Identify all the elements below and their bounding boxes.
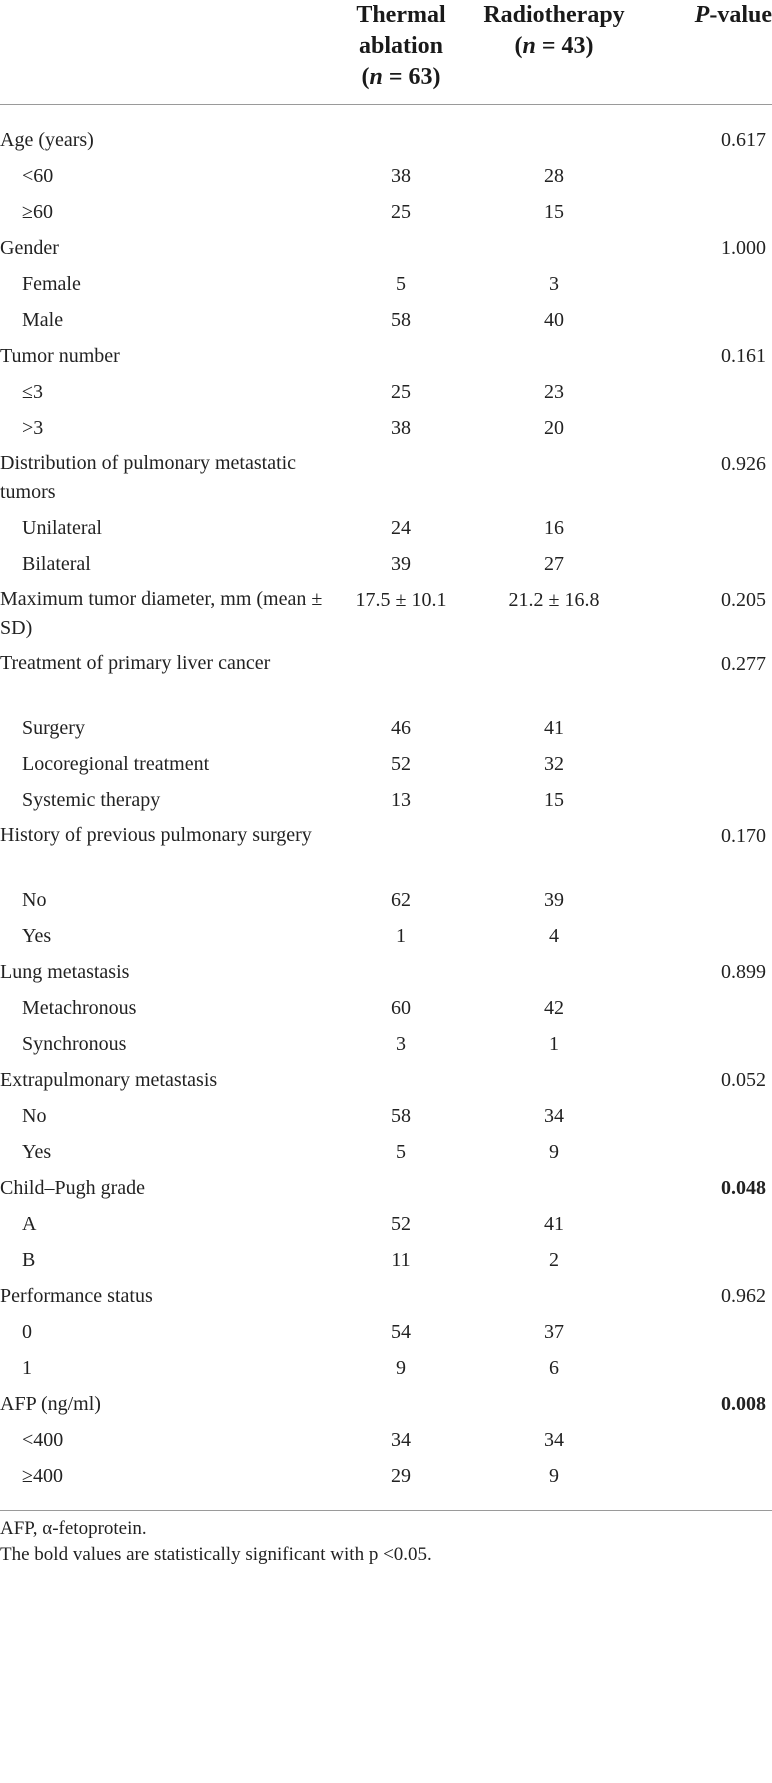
table-row <box>0 1062 772 1098</box>
thermal-ablation-cell: 39 <box>391 553 411 575</box>
row-label: Yes <box>22 1141 52 1163</box>
thermal-ablation-cell: 46 <box>391 717 411 739</box>
radiotherapy-cell <box>466 1278 642 1314</box>
thermal-ablation-cell <box>336 646 466 710</box>
thermal-ablation-cell <box>336 105 466 159</box>
thermal-ablation-cell: 9 <box>396 1357 406 1379</box>
table-row <box>0 646 772 710</box>
radiotherapy-cell: 21.2 ± 16.8 <box>508 589 600 611</box>
radiotherapy-cell <box>466 954 642 990</box>
thermal-ablation-cell <box>336 446 466 510</box>
row-label: ≥60 <box>22 201 53 223</box>
row-label: History of previous pulmonary surgery <box>0 824 312 846</box>
p-value-cell <box>642 990 772 1026</box>
thermal-ablation-cell <box>336 230 466 266</box>
radiotherapy-cell: 32 <box>544 753 564 775</box>
table-row <box>0 1458 772 1506</box>
p-value-cell <box>642 1350 772 1386</box>
p-value-cell: 0.277 <box>721 653 766 675</box>
header-p-italic: P <box>694 2 710 28</box>
radiotherapy-cell <box>466 338 642 374</box>
thermal-ablation-cell <box>336 338 466 374</box>
table-row <box>0 746 772 782</box>
header-thermal-line1: Thermal <box>356 2 446 28</box>
radiotherapy-cell: 9 <box>549 1465 559 1487</box>
row-label: Distribution of pulmonary metastatic tumors <box>0 452 297 503</box>
radiotherapy-cell: 3 <box>549 273 559 295</box>
row-label: ≥400 <box>22 1465 63 1487</box>
table-row <box>0 1206 772 1242</box>
thermal-ablation-cell: 25 <box>391 201 411 223</box>
p-value-cell <box>642 158 772 194</box>
p-value-cell: 1.000 <box>721 237 766 259</box>
p-value-cell <box>642 510 772 546</box>
header-thermal-line3: (n = 63) <box>361 64 441 90</box>
header-variable <box>0 0 336 105</box>
radiotherapy-cell: 34 <box>544 1429 564 1451</box>
thermal-ablation-cell: 11 <box>391 1249 411 1271</box>
p-value-cell <box>642 1134 772 1170</box>
table-row <box>0 1242 772 1278</box>
thermal-ablation-cell: 17.5 ± 10.1 <box>355 589 447 611</box>
thermal-ablation-cell: 24 <box>391 517 411 539</box>
p-value-cell <box>642 1206 772 1242</box>
p-value-cell <box>642 1098 772 1134</box>
table-row <box>0 302 772 338</box>
row-label: No <box>22 889 47 911</box>
p-value-cell: 0.008 <box>721 1393 766 1415</box>
header-row <box>0 0 772 105</box>
table-row <box>0 230 772 266</box>
row-label: Extrapulmonary metastasis <box>0 1069 218 1091</box>
radiotherapy-cell: 6 <box>549 1357 559 1379</box>
row-label: Age (years) <box>0 129 94 151</box>
row-label: Female <box>22 273 81 295</box>
table-row <box>0 1170 772 1206</box>
table-row <box>0 1386 772 1422</box>
p-value-cell <box>642 546 772 582</box>
row-label: Male <box>22 309 64 331</box>
row-label: Unilateral <box>22 517 102 539</box>
table-row <box>0 782 772 818</box>
radiotherapy-cell: 34 <box>544 1105 564 1127</box>
p-value-cell <box>642 1242 772 1278</box>
row-label: Bilateral <box>22 553 91 575</box>
row-label: >3 <box>22 417 44 439</box>
p-value-cell <box>642 266 772 302</box>
radiotherapy-cell: 16 <box>544 517 564 539</box>
radiotherapy-cell: 9 <box>549 1141 559 1163</box>
table-row <box>0 546 772 582</box>
thermal-ablation-cell <box>336 1278 466 1314</box>
radiotherapy-cell <box>466 105 642 159</box>
p-value-cell: 0.962 <box>721 1285 766 1307</box>
header-radiotherapy <box>466 0 642 105</box>
row-label: Metachronous <box>22 997 137 1019</box>
thermal-ablation-cell: 38 <box>391 165 411 187</box>
radiotherapy-cell <box>466 646 642 710</box>
header-radio-line2: (n = 43) <box>514 33 594 59</box>
radiotherapy-cell <box>466 1170 642 1206</box>
radiotherapy-cell: 41 <box>544 717 564 739</box>
footer-divider <box>0 1510 772 1511</box>
table-row <box>0 374 772 410</box>
row-label: Gender <box>0 237 59 259</box>
header-p-value <box>642 0 772 105</box>
table-row <box>0 1278 772 1314</box>
table-row <box>0 1314 772 1350</box>
row-label: ≤3 <box>22 381 43 403</box>
p-value-cell: 0.617 <box>721 129 766 151</box>
row-label: Systemic therapy <box>22 789 161 811</box>
radiotherapy-cell <box>466 446 642 510</box>
p-value-cell <box>642 782 772 818</box>
thermal-ablation-cell: 52 <box>391 753 411 775</box>
p-value-cell <box>642 746 772 782</box>
table-row <box>0 1350 772 1386</box>
radiotherapy-cell: 42 <box>544 997 564 1019</box>
header-thermal-line2: ablation <box>358 33 444 59</box>
radiotherapy-cell: 1 <box>549 1033 559 1055</box>
p-value-cell: 0.926 <box>721 453 766 475</box>
row-label: 0 <box>22 1321 32 1343</box>
radiotherapy-cell <box>466 818 642 882</box>
p-value-cell <box>642 882 772 918</box>
row-label: Tumor number <box>0 345 120 367</box>
radiotherapy-cell: 41 <box>544 1213 564 1235</box>
row-label: Performance status <box>0 1285 153 1307</box>
table-row <box>0 1422 772 1458</box>
thermal-ablation-cell: 5 <box>396 273 406 295</box>
radiotherapy-cell: 20 <box>544 417 564 439</box>
row-label: Maximum tumor diameter, mm (mean ± SD) <box>0 588 323 639</box>
thermal-ablation-cell: 29 <box>391 1465 411 1487</box>
p-value-cell <box>642 1026 772 1062</box>
p-value-cell <box>642 710 772 746</box>
table-row <box>0 1098 772 1134</box>
row-label: Treatment of primary liver cancer <box>0 652 271 674</box>
thermal-ablation-cell: 34 <box>391 1429 411 1451</box>
p-value-cell <box>642 194 772 230</box>
p-value-cell: 0.205 <box>721 589 766 611</box>
thermal-ablation-cell: 60 <box>391 997 411 1019</box>
p-value-cell: 0.899 <box>721 961 766 983</box>
p-value-cell <box>642 1422 772 1458</box>
table-row <box>0 410 772 446</box>
thermal-ablation-cell <box>336 818 466 882</box>
row-label: <400 <box>22 1429 64 1451</box>
p-value-cell <box>642 918 772 954</box>
thermal-ablation-cell: 54 <box>391 1321 411 1343</box>
thermal-ablation-cell: 13 <box>391 789 411 811</box>
row-label: Yes <box>22 925 52 947</box>
table-row <box>0 710 772 746</box>
p-value-cell: 0.048 <box>721 1177 766 1199</box>
radiotherapy-cell: 2 <box>549 1249 559 1271</box>
thermal-ablation-cell: 52 <box>391 1213 411 1235</box>
row-label: Lung metastasis <box>0 961 130 983</box>
row-label: Synchronous <box>22 1033 127 1055</box>
thermal-ablation-cell: 25 <box>391 381 411 403</box>
row-label: AFP (ng/ml) <box>0 1393 101 1415</box>
p-value-cell <box>642 374 772 410</box>
radiotherapy-cell: 15 <box>544 201 564 223</box>
row-label: No <box>22 1105 47 1127</box>
p-value-cell <box>642 410 772 446</box>
table-header <box>0 0 772 105</box>
radiotherapy-cell: 37 <box>544 1321 564 1343</box>
thermal-ablation-cell: 62 <box>391 889 411 911</box>
table-row <box>0 446 772 510</box>
radiotherapy-cell: 39 <box>544 889 564 911</box>
table-row <box>0 954 772 990</box>
thermal-ablation-cell: 5 <box>396 1141 406 1163</box>
table-row <box>0 338 772 374</box>
table-body <box>0 105 772 1507</box>
thermal-ablation-cell: 3 <box>396 1033 406 1055</box>
p-value-cell: 0.052 <box>721 1069 766 1091</box>
row-label: B <box>22 1249 36 1271</box>
table-row <box>0 818 772 882</box>
row-label: 1 <box>22 1357 32 1379</box>
thermal-ablation-cell: 58 <box>391 1105 411 1127</box>
header-p-rest: -value <box>709 2 772 28</box>
footnote-bold-significance: The bold values are statistically significant with p <0.05. <box>0 1544 432 1565</box>
radiotherapy-cell: 40 <box>544 309 564 331</box>
row-label: A <box>22 1213 37 1235</box>
radiotherapy-cell: 4 <box>549 925 559 947</box>
row-label: Locoregional treatment <box>22 753 210 775</box>
table-row <box>0 1134 772 1170</box>
table-row <box>0 194 772 230</box>
table-row <box>0 1026 772 1062</box>
p-value-cell <box>642 1458 772 1506</box>
radiotherapy-cell: 15 <box>544 789 564 811</box>
radiotherapy-cell <box>466 230 642 266</box>
thermal-ablation-cell <box>336 1170 466 1206</box>
table-row <box>0 510 772 546</box>
header-thermal-ablation <box>336 0 466 105</box>
thermal-ablation-cell <box>336 1386 466 1422</box>
thermal-ablation-cell: 38 <box>391 417 411 439</box>
radiotherapy-cell <box>466 1062 642 1098</box>
header-radio-line1: Radiotherapy <box>483 2 625 28</box>
radiotherapy-cell: 27 <box>544 553 564 575</box>
p-value-cell: 0.170 <box>721 825 766 847</box>
p-value-cell <box>642 1314 772 1350</box>
thermal-ablation-cell: 1 <box>396 925 406 947</box>
p-value-cell: 0.161 <box>721 345 766 367</box>
table-row <box>0 990 772 1026</box>
thermal-ablation-cell: 58 <box>391 309 411 331</box>
footnote-abbreviation: AFP, α-fetoprotein. <box>0 1518 147 1539</box>
radiotherapy-cell <box>466 1386 642 1422</box>
radiotherapy-cell: 28 <box>544 165 564 187</box>
table-row <box>0 158 772 194</box>
row-label: Surgery <box>22 717 85 739</box>
radiotherapy-cell: 23 <box>544 381 564 403</box>
row-label: Child–Pugh grade <box>0 1177 145 1199</box>
table-row <box>0 882 772 918</box>
row-label: <60 <box>22 165 54 187</box>
table-row <box>0 918 772 954</box>
table-row <box>0 582 772 646</box>
thermal-ablation-cell <box>336 954 466 990</box>
thermal-ablation-cell <box>336 1062 466 1098</box>
table-row <box>0 105 772 159</box>
table-row <box>0 266 772 302</box>
p-value-cell <box>642 302 772 338</box>
